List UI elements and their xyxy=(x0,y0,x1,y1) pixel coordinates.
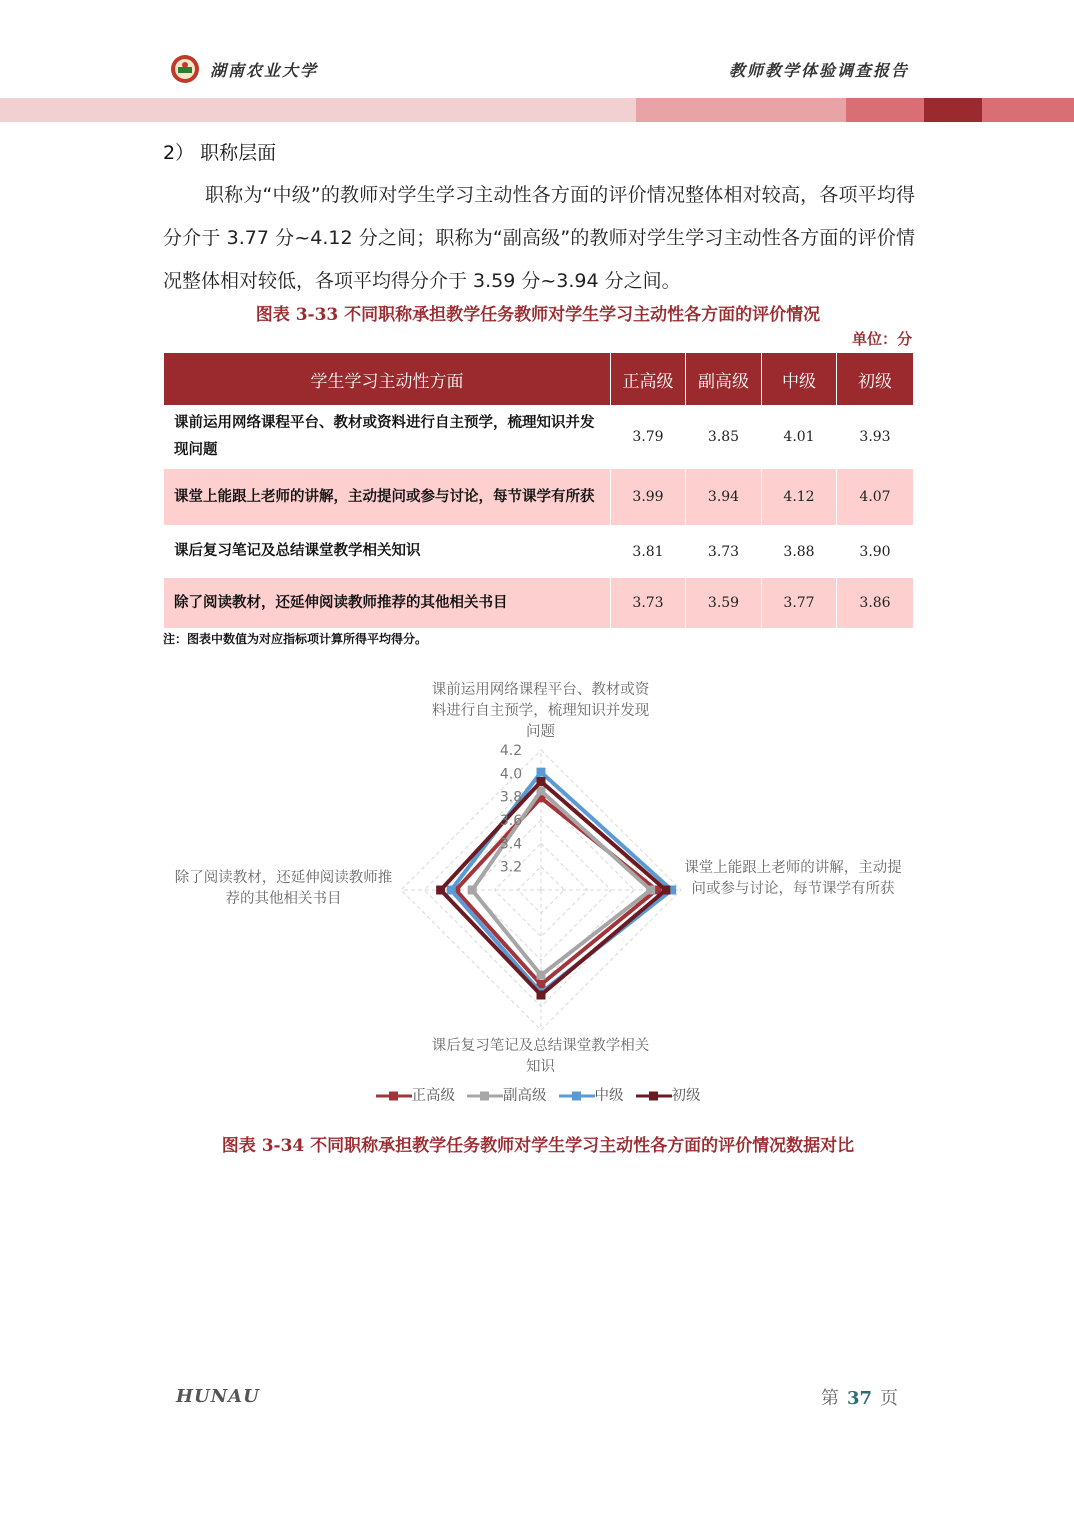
data-point xyxy=(537,777,546,786)
score-cell: 3.59 xyxy=(686,578,762,629)
axis-label-bottom: 课后复习笔记及总结课堂教学相关知识 xyxy=(431,1038,650,1075)
page-number xyxy=(821,1384,898,1410)
tick-label: 3.8 xyxy=(499,789,523,806)
header-band-4 xyxy=(924,98,982,122)
score-cell: 3.73 xyxy=(611,578,686,629)
legend-label: 中级 xyxy=(594,1088,624,1104)
score-cell: 4.12 xyxy=(762,469,837,526)
radar-chart xyxy=(163,670,913,1120)
legend-item xyxy=(376,1084,456,1105)
data-point xyxy=(537,971,546,980)
page-prefix: 第 xyxy=(820,1388,839,1409)
unit-label: 单位：分 xyxy=(851,330,912,348)
axis-label-right: 课堂上能跟上老师的讲解，主动提问或参与讨论，每节课学有所获 xyxy=(684,860,902,897)
column-header: 中级 xyxy=(762,353,837,406)
footer-logo: HUNAU xyxy=(176,1386,260,1407)
aspect-cell: 除了阅读教材，还延伸阅读教师推荐的其他相关书目 xyxy=(164,578,611,629)
score-cell: 3.88 xyxy=(762,526,837,578)
header-band-1 xyxy=(0,98,636,122)
table-caption: 图表 3-33 不同职称承担教学任务教师对学生学习主动性各方面的评价情况 xyxy=(255,305,821,325)
legend-swatch xyxy=(467,1090,503,1102)
aspect-cell: 课堂上能跟上老师的讲解，主动提问或参与讨论，每节课学有所获 xyxy=(164,469,611,526)
table-row xyxy=(164,526,914,578)
body-paragraph: 职称为“中级”的教师对学生学习主动性各方面的评价情况整体相对较高，各项平均得分介于 3.77 分~4.12 分之间；职称为“副高级”的教师对学生学习主动性各方面的评价情况整体相对较低，各项平均得分介于 3.59 分~3.94 分之间。 xyxy=(163,184,915,292)
column-header: 正高级 xyxy=(611,353,686,406)
score-cell: 3.73 xyxy=(686,526,762,578)
legend-swatch xyxy=(559,1090,595,1102)
score-cell: 3.93 xyxy=(837,406,914,469)
section-heading: 2） 职称层面 xyxy=(163,142,277,164)
data-point xyxy=(537,768,546,777)
page-header xyxy=(0,0,1074,130)
data-point xyxy=(447,886,456,895)
score-cell: 3.94 xyxy=(686,469,762,526)
legend-swatch xyxy=(636,1090,672,1102)
legend-label: 正高级 xyxy=(411,1088,455,1104)
tick-label: 3.4 xyxy=(499,836,523,853)
evaluation-table xyxy=(163,352,914,629)
axis-label-top: 课前运用网络课程平台、教材或资料进行自主预学，梳理知识并发现问题 xyxy=(431,682,650,740)
column-header: 初级 xyxy=(837,353,914,406)
legend-item xyxy=(559,1084,624,1105)
table-header-row xyxy=(164,353,914,406)
score-cell: 3.79 xyxy=(611,406,686,469)
score-cell: 3.99 xyxy=(611,469,686,526)
data-point xyxy=(537,991,546,1000)
tick-label: 3.2 xyxy=(499,859,523,876)
university-name: 湖南农业大学 xyxy=(210,61,319,80)
score-cell: 3.90 xyxy=(837,526,914,578)
data-point xyxy=(661,886,670,895)
score-cell: 4.07 xyxy=(837,469,914,526)
legend-item xyxy=(467,1084,547,1105)
score-cell: 3.86 xyxy=(837,578,914,629)
table-row xyxy=(164,406,914,469)
column-header: 副高级 xyxy=(686,353,762,406)
legend-label: 副高级 xyxy=(503,1088,547,1104)
series-line xyxy=(456,798,657,985)
header-band-3 xyxy=(846,98,924,122)
tick-label: 4.0 xyxy=(499,766,523,783)
page-suffix: 页 xyxy=(880,1388,898,1409)
report-title: 教师教学体验调查报告 xyxy=(728,61,909,80)
table-row xyxy=(164,469,914,526)
aspect-cell: 课后复习笔记及总结课堂教学相关知识 xyxy=(164,526,611,578)
tick-label: 4.2 xyxy=(499,743,523,759)
column-header: 学生学习主动性方面 xyxy=(164,353,611,406)
data-point xyxy=(646,886,655,895)
axis-label-left: 除了阅读教材，还延伸阅读教师推荐的其他相关书目 xyxy=(174,870,393,907)
legend-swatch xyxy=(376,1090,412,1102)
page-number-value: 37 xyxy=(846,1388,872,1409)
score-cell: 3.77 xyxy=(762,578,837,629)
table-note: 注：图表中数值为对应指标项计算所得平均得分。 xyxy=(163,632,428,646)
table-row xyxy=(164,578,914,629)
chart-legend xyxy=(163,1084,913,1105)
header-band-5 xyxy=(982,98,1074,122)
score-cell: 3.81 xyxy=(611,526,686,578)
tick-label: 3.6 xyxy=(499,813,523,829)
chart-caption: 图表 3-34 不同职称承担教学任务教师对学生学习主动性各方面的评价情况数据对比 xyxy=(221,1136,855,1156)
data-point xyxy=(468,886,477,895)
score-cell: 3.85 xyxy=(686,406,762,469)
score-cell: 4.01 xyxy=(762,406,837,469)
university-logo-icon xyxy=(170,54,200,84)
aspect-cell: 课前运用网络课程平台、教材或资料进行自主预学，梳理知识并发现问题 xyxy=(164,406,611,469)
legend-label: 初级 xyxy=(671,1088,701,1104)
data-point xyxy=(436,886,445,895)
legend-item xyxy=(636,1084,701,1105)
header-band-2 xyxy=(636,98,846,122)
